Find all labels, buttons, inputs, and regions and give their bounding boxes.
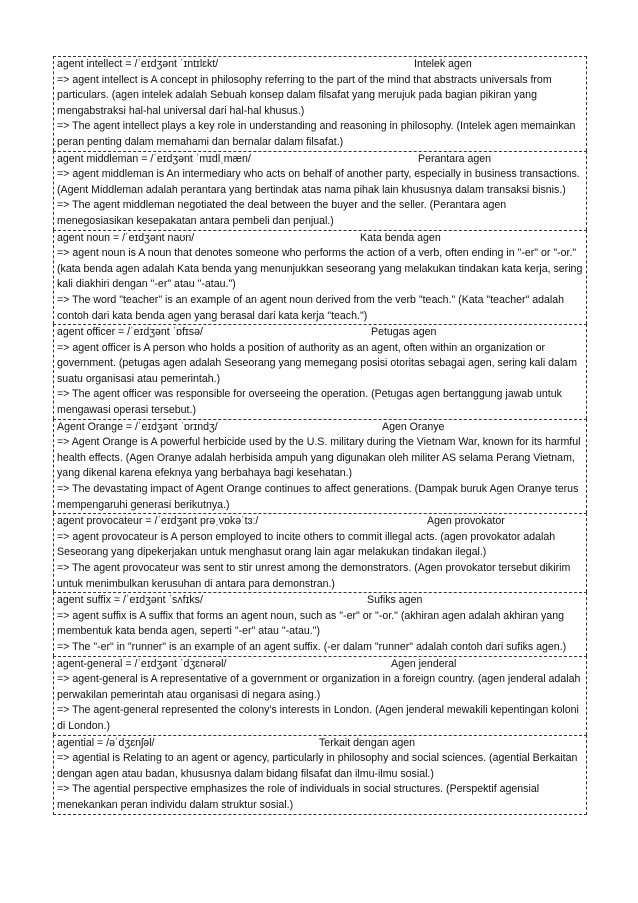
entry-definition: => agent-general is A representative of a government or organization in a foreign country. (agen jenderal adalah perwakilan pemerintah atau organisasi di negara asing.) [57, 673, 581, 701]
glossary-entry [53, 230, 587, 325]
entry-header [57, 231, 583, 247]
entry-example: => The agent intellect plays a key role in understanding and reasoning in philosophy. (Intelek agen memainkan peran penting dalam memahami dan bernalar dalam filsafat.) [57, 120, 576, 148]
entry-translation: Terkait dengan agen [319, 736, 416, 749]
entry-example: => The agent middleman negotiated the deal between the buyer and the seller. (Perantara agen menegosiasikan kesepakatan antara pembeli dan penjual.) [57, 199, 507, 227]
entry-translation: Agen provokator [427, 515, 505, 528]
entry-term: agent-general = /ˈeɪdʒənt ˈdʒɛnərəl/ [57, 657, 227, 670]
entry-term: Agent Orange = /ˈeɪdʒənt ˈɒrɪndʒ/ [57, 420, 218, 433]
entry-definition: => agent provocateur is A person employed to incite others to commit illegal acts. (agen provokator adalah Seseorang yang dipekerjakan untuk menghasut orang lain agar melakukan tindakan ilegal.) [57, 530, 556, 559]
entry-definition: => agent intellect is A concept in philosophy referring to the part of the mind that abstracts universals from particulars. (agen intelek adalah Sebuah konsep dalam filsafat yang merujuk pada bagian pikiran yang mengabstraksi hal-hal universal dari hal-hal khusus.) [57, 73, 552, 117]
entry-header [57, 657, 583, 673]
entry-translation: Agen Oranye [382, 420, 445, 433]
entry-example: => The "-er" in "runner" is an example of an agent suffix. (-er dalam "runner" adalah contoh dari sufiks agen.) [57, 640, 567, 653]
glossary-entry [53, 419, 587, 514]
entry-term: agent intellect = /ˈeɪdʒənt ˈɪntɪlɛkt/ [57, 58, 219, 70]
glossary-entry [53, 151, 587, 230]
entry-translation: Agen jenderal [391, 657, 457, 670]
entry-header [57, 514, 583, 530]
entry-definition: => agent suffix is A suffix that forms an agent noun, such as "-er" or "-or." (akhiran agen adalah akhiran yang membentuk kata benda agen, seperti "-er" atau "-atau.") [57, 609, 564, 638]
entry-header [57, 420, 583, 436]
entry-header [57, 325, 583, 341]
glossary-entry [53, 513, 587, 592]
glossary-entry [53, 56, 587, 151]
entry-example: => The agent officer was responsible for overseeing the operation. (Petugas agen bertanggung jawab untuk mengawasi operasi tersebut.) [57, 388, 562, 417]
glossary-page [53, 56, 587, 815]
entry-header [57, 593, 583, 609]
entry-translation: Petugas agen [371, 326, 437, 339]
entry-header [57, 152, 583, 168]
entry-translation: Perantara agen [418, 152, 492, 165]
entry-translation: Sufiks agen [367, 594, 423, 607]
entry-example: => The agential perspective emphasizes the role of individuals in social structures. (Perspektif agensial menekankan peran individu dalam struktur sosial.) [57, 783, 540, 811]
entry-example: => The devastating impact of Agent Orange continues to affect generations. (Dampak buruk Agen Oranye terus mempengaruhi generasi berikutnya.) [57, 483, 579, 511]
glossary-entry [53, 656, 587, 735]
entry-translation: Kata benda agen [360, 231, 441, 244]
glossary-entry [53, 324, 587, 419]
entry-definition: => agent officer is A person who holds a position of authority as an agent, often within an organization or government. (petugas agen adalah Seseorang yang memegang posisi otoritas sebagai agen, sering kali dalam suatu organisasi atau pemerintah.) [57, 341, 578, 385]
entry-definition: => agent noun is A noun that denotes someone who performs the action of a verb, often ending in "-er" or "-or." (kata benda agen adalah Kata benda yang menunjukkan seseorang yang melakukan tindakan kata kerja, sering kali diakhiri dengan "-er" atau "-atau.") [57, 247, 583, 291]
entry-header [57, 57, 583, 73]
entry-example: => The word "teacher" is an example of an agent noun derived from the verb "teach." (Kata "teacher" adalah contoh dari kata benda agen yang berasal dari kata kerja "teach.") [57, 293, 565, 322]
entry-term: agent officer = /ˈeɪdʒənt ˈɒfɪsə/ [57, 326, 203, 339]
entry-definition: => agent middleman is An intermediary who acts on behalf of another party, especially in business transactions. (Agent Middleman adalah perantara yang bertindak atas nama pihak lain khususnya dalam transaksi bisnis.) [57, 168, 580, 196]
entry-term: agent middleman = /ˈeɪdʒənt ˈmɪdlˌmæn/ [57, 152, 251, 165]
entry-example: => The agent-general represented the colony's interests in London. (Agen jenderal mewakili kepentingan koloni di London.) [57, 704, 579, 732]
entry-term: agential = /əˈdʒɛnʃəl/ [57, 736, 155, 749]
entry-translation: Intelek agen [414, 58, 472, 70]
entry-definition: => agential is Relating to an agent or agency, particularly in philosophy and social sciences. (agential Berkaitan dengan agen atau badan, khususnya dalam bidang filsafat dan ilmu-ilmu sosial.) [57, 752, 578, 780]
glossary-entry [53, 592, 587, 655]
entry-example: => The agent provocateur was sent to stir unrest among the demonstrators. (Agen provokator tersebut dikirim untuk menimbulkan kerusuhan di antara para demonstran.) [57, 562, 571, 590]
entry-term: agent noun = /ˈeɪdʒənt naʊn/ [57, 231, 195, 244]
entry-term: agent suffix = /ˈeɪdʒənt ˈsʌfɪks/ [57, 594, 203, 607]
entry-definition: => Agent Orange is A powerful herbicide used by the U.S. military during the Vietnam War, known for its harmful health effects. (Agen Oranye adalah herbisida ampuh yang digunakan oleh militer AS selama Perang Vietnam, yang dikenal karena efeknya yang berbahaya bagi kesehatan.) [57, 436, 581, 480]
glossary-entry [53, 735, 587, 815]
entry-header [57, 736, 583, 752]
entry-term: agent provocateur = /ˈeɪdʒənt prəˌvɒkəˈtɜː/ [57, 515, 259, 528]
